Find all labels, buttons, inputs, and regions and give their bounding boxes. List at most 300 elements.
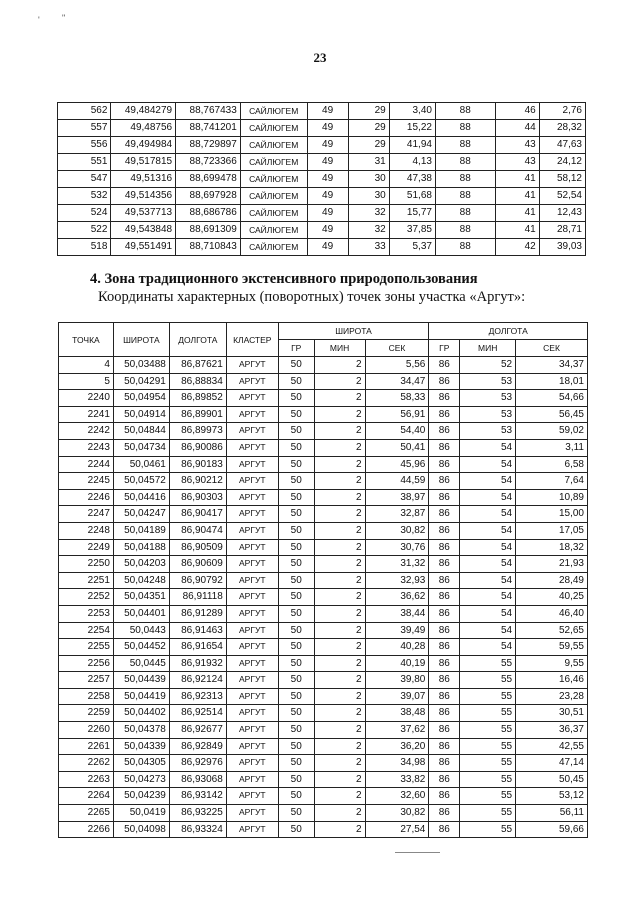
point-cell: 2259 <box>59 705 114 722</box>
table-row <box>58 239 586 256</box>
longitude-cell: 86,93225 <box>169 805 226 822</box>
lat-deg-cell: 50 <box>278 771 314 788</box>
latitude-cell: 50,04734 <box>113 439 169 456</box>
lat-min-cell: 2 <box>314 705 365 722</box>
lat-deg-cell: 49 <box>307 137 348 154</box>
longitude-cell: 86,93324 <box>169 821 226 838</box>
cluster-cell: АРГУТ <box>226 639 278 656</box>
point-cell: 562 <box>58 103 111 120</box>
latitude-cell: 50,04305 <box>113 755 169 772</box>
lon-deg-cell: 86 <box>429 373 460 390</box>
cluster-cell: АРГУТ <box>226 805 278 822</box>
longitude-cell: 86,91932 <box>169 655 226 672</box>
lat-sec-cell: 5,56 <box>365 357 429 374</box>
cluster-cell: АРГУТ <box>226 406 278 423</box>
table-row <box>59 522 588 539</box>
lon-sec-cell: 10,89 <box>516 489 588 506</box>
lat-deg-cell: 50 <box>278 506 314 523</box>
lon-min-cell: 46 <box>495 103 539 120</box>
longitude-cell: 86,90212 <box>169 473 226 490</box>
lon-sec-cell: 6,58 <box>516 456 588 473</box>
lat-deg-cell: 50 <box>278 357 314 374</box>
section-heading: 4. Зона традиционного экстенсивного природопользования <box>90 271 478 287</box>
longitude-cell: 86,88834 <box>169 373 226 390</box>
longitude-cell: 86,87621 <box>169 357 226 374</box>
lat-sec-cell: 31,32 <box>365 556 429 573</box>
longitude-cell: 86,92124 <box>169 672 226 689</box>
table-row <box>59 738 588 755</box>
lon-min-cell: 55 <box>460 771 516 788</box>
latitude-cell: 49,537713 <box>111 205 176 222</box>
point-cell: 2256 <box>59 655 114 672</box>
lat-deg-cell: 50 <box>278 805 314 822</box>
table-row <box>59 373 588 390</box>
table-row <box>59 639 588 656</box>
point-cell: 2246 <box>59 489 114 506</box>
lon-min-cell: 55 <box>460 655 516 672</box>
latitude-cell: 50,04439 <box>113 672 169 689</box>
table-row <box>58 205 586 222</box>
latitude-cell: 49,517815 <box>111 154 176 171</box>
point-cell: 2248 <box>59 522 114 539</box>
lat-min-cell: 2 <box>314 539 365 556</box>
lon-deg-cell: 86 <box>429 473 460 490</box>
cluster-cell: АРГУТ <box>226 688 278 705</box>
lon-min-cell: 54 <box>460 473 516 490</box>
page-number: 23 <box>313 50 327 65</box>
lat-min-cell: 2 <box>314 821 365 838</box>
header-cluster: КЛАСТЕР <box>226 323 278 357</box>
lat-deg-cell: 50 <box>278 556 314 573</box>
lon-min-cell: 55 <box>460 821 516 838</box>
latitude-cell: 50,04572 <box>113 473 169 490</box>
lat-sec-cell: 38,48 <box>365 705 429 722</box>
lon-deg-cell: 86 <box>429 439 460 456</box>
latitude-cell: 50,04203 <box>113 556 169 573</box>
lat-deg-cell: 50 <box>278 622 314 639</box>
lon-deg-cell: 88 <box>435 188 495 205</box>
cluster-cell: АРГУТ <box>226 357 278 374</box>
latitude-cell: 50,04914 <box>113 406 169 423</box>
lon-sec-cell: 2,76 <box>539 103 585 120</box>
latitude-cell: 50,04416 <box>113 489 169 506</box>
lat-deg-cell: 49 <box>307 222 348 239</box>
table-row <box>58 103 586 120</box>
lat-deg-cell: 49 <box>307 120 348 137</box>
table-row <box>59 556 588 573</box>
longitude-cell: 86,93142 <box>169 788 226 805</box>
latitude-cell: 49,543848 <box>111 222 176 239</box>
latitude-cell: 50,04248 <box>113 572 169 589</box>
header-latitude: ШИРОТА <box>113 323 169 357</box>
lat-deg-cell: 50 <box>278 705 314 722</box>
lat-deg-cell: 50 <box>278 572 314 589</box>
lat-min-cell: 2 <box>314 556 365 573</box>
lat-deg-cell: 50 <box>278 456 314 473</box>
lon-min-cell: 44 <box>495 120 539 137</box>
lat-min-cell: 2 <box>314 423 365 440</box>
section-subheading: Координаты характерных (поворотных) точек зоны участка «Аргут»: <box>98 289 526 305</box>
longitude-cell: 88,697928 <box>176 188 241 205</box>
lon-min-cell: 42 <box>495 239 539 256</box>
lon-min-cell: 55 <box>460 805 516 822</box>
lat-sec-cell: 40,28 <box>365 639 429 656</box>
lon-sec-cell: 15,00 <box>516 506 588 523</box>
latitude-cell: 50,04291 <box>113 373 169 390</box>
lat-min-cell: 2 <box>314 639 365 656</box>
lat-min-cell: 2 <box>314 390 365 407</box>
lon-min-cell: 55 <box>460 722 516 739</box>
lon-deg-cell: 86 <box>429 406 460 423</box>
lat-deg-cell: 50 <box>278 489 314 506</box>
point-cell: 2257 <box>59 672 114 689</box>
lon-min-cell: 53 <box>460 406 516 423</box>
lon-sec-cell: 17,05 <box>516 522 588 539</box>
cluster-cell: АРГУТ <box>226 423 278 440</box>
lon-sec-cell: 34,37 <box>516 357 588 374</box>
latitude-cell: 50,04098 <box>113 821 169 838</box>
lon-min-cell: 55 <box>460 755 516 772</box>
lon-min-cell: 55 <box>460 688 516 705</box>
lat-sec-cell: 34,47 <box>365 373 429 390</box>
point-cell: 556 <box>58 137 111 154</box>
cluster-cell: АРГУТ <box>226 390 278 407</box>
lat-sec-cell: 15,22 <box>389 120 435 137</box>
cluster-cell: САЙЛЮГЕМ <box>240 188 307 205</box>
table-row <box>59 805 588 822</box>
cluster-cell: АРГУТ <box>226 439 278 456</box>
table-row <box>59 771 588 788</box>
cluster-cell: САЙЛЮГЕМ <box>240 239 307 256</box>
lat-min-cell: 32 <box>348 205 389 222</box>
lat-sec-cell: 51,68 <box>389 188 435 205</box>
cluster-cell: АРГУТ <box>226 506 278 523</box>
lat-min-cell: 2 <box>314 357 365 374</box>
lon-sec-cell: 52,65 <box>516 622 588 639</box>
lon-deg-cell: 86 <box>429 357 460 374</box>
lon-sec-cell: 23,28 <box>516 688 588 705</box>
lat-min-cell: 2 <box>314 722 365 739</box>
lat-sec-cell: 4,13 <box>389 154 435 171</box>
lat-sec-cell: 5,37 <box>389 239 435 256</box>
latitude-cell: 50,0419 <box>113 805 169 822</box>
point-cell: 532 <box>58 188 111 205</box>
lon-deg-cell: 86 <box>429 589 460 606</box>
lon-deg-cell: 86 <box>429 539 460 556</box>
cluster-cell: АРГУТ <box>226 705 278 722</box>
lon-deg-cell: 88 <box>435 239 495 256</box>
point-cell: 4 <box>59 357 114 374</box>
point-cell: 2263 <box>59 771 114 788</box>
cluster-cell: АРГУТ <box>226 622 278 639</box>
lon-deg-cell: 86 <box>429 605 460 622</box>
header-latitude-group: ШИРОТА <box>278 323 429 340</box>
point-cell: 524 <box>58 205 111 222</box>
lat-sec-cell: 56,91 <box>365 406 429 423</box>
lat-deg-cell: 50 <box>278 390 314 407</box>
cluster-cell: АРГУТ <box>226 788 278 805</box>
lat-sec-cell: 30,82 <box>365 805 429 822</box>
cluster-cell: САЙЛЮГЕМ <box>240 222 307 239</box>
lon-deg-cell: 86 <box>429 672 460 689</box>
cluster-cell: АРГУТ <box>226 589 278 606</box>
lon-deg-cell: 86 <box>429 722 460 739</box>
cluster-cell: САЙЛЮГЕМ <box>240 137 307 154</box>
lon-deg-cell: 88 <box>435 171 495 188</box>
point-cell: 2255 <box>59 639 114 656</box>
longitude-cell: 86,89973 <box>169 423 226 440</box>
lat-min-cell: 32 <box>348 222 389 239</box>
table-row <box>59 788 588 805</box>
lon-min-cell: 43 <box>495 137 539 154</box>
lat-deg-cell: 49 <box>307 205 348 222</box>
lon-deg-cell: 88 <box>435 120 495 137</box>
lon-min-cell: 55 <box>460 705 516 722</box>
lat-deg-cell: 49 <box>307 154 348 171</box>
table-row <box>59 423 588 440</box>
lat-deg-cell: 50 <box>278 738 314 755</box>
cluster-cell: АРГУТ <box>226 522 278 539</box>
lon-deg-cell: 88 <box>435 205 495 222</box>
lat-min-cell: 2 <box>314 655 365 672</box>
lat-deg-cell: 50 <box>278 605 314 622</box>
lat-min-cell: 2 <box>314 506 365 523</box>
lat-sec-cell: 30,82 <box>365 522 429 539</box>
lat-sec-cell: 39,07 <box>365 688 429 705</box>
lat-min-cell: 2 <box>314 439 365 456</box>
lon-sec-cell: 59,02 <box>516 423 588 440</box>
lat-min-cell: 29 <box>348 137 389 154</box>
longitude-cell: 86,90303 <box>169 489 226 506</box>
longitude-cell: 86,92849 <box>169 738 226 755</box>
point-cell: 2262 <box>59 755 114 772</box>
longitude-cell: 86,90417 <box>169 506 226 523</box>
latitude-cell: 50,04844 <box>113 423 169 440</box>
point-cell: 2245 <box>59 473 114 490</box>
lon-sec-cell: 42,55 <box>516 738 588 755</box>
lat-deg-cell: 50 <box>278 639 314 656</box>
latitude-cell: 50,0445 <box>113 655 169 672</box>
lon-min-cell: 52 <box>460 357 516 374</box>
point-cell: 2250 <box>59 556 114 573</box>
lat-min-cell: 30 <box>348 188 389 205</box>
lat-sec-cell: 27,54 <box>365 821 429 838</box>
longitude-cell: 86,90474 <box>169 522 226 539</box>
lon-sec-cell: 28,49 <box>516 572 588 589</box>
point-cell: 2244 <box>59 456 114 473</box>
table-row <box>58 188 586 205</box>
coordinates-table-continued <box>57 102 586 256</box>
cluster-cell: АРГУТ <box>226 771 278 788</box>
lat-sec-cell: 37,85 <box>389 222 435 239</box>
lon-sec-cell: 53,12 <box>516 788 588 805</box>
point-cell: 2265 <box>59 805 114 822</box>
point-cell: 2258 <box>59 688 114 705</box>
lat-sec-cell: 54,40 <box>365 423 429 440</box>
lat-sec-cell: 36,62 <box>365 589 429 606</box>
lon-sec-cell: 54,66 <box>516 390 588 407</box>
lon-min-cell: 53 <box>460 373 516 390</box>
lon-sec-cell: 46,40 <box>516 605 588 622</box>
table-row <box>59 439 588 456</box>
point-cell: 557 <box>58 120 111 137</box>
latitude-cell: 49,48756 <box>111 120 176 137</box>
lon-deg-cell: 86 <box>429 506 460 523</box>
latitude-cell: 50,04273 <box>113 771 169 788</box>
table-row <box>59 722 588 739</box>
table-row <box>59 473 588 490</box>
lon-sec-cell: 7,64 <box>516 473 588 490</box>
point-cell: 2243 <box>59 439 114 456</box>
lon-sec-cell: 50,45 <box>516 771 588 788</box>
point-cell: 2242 <box>59 423 114 440</box>
lon-min-cell: 55 <box>460 788 516 805</box>
table-row <box>58 222 586 239</box>
lat-deg-cell: 50 <box>278 539 314 556</box>
cluster-cell: АРГУТ <box>226 373 278 390</box>
lat-sec-cell: 45,96 <box>365 456 429 473</box>
lon-min-cell: 53 <box>460 423 516 440</box>
cluster-cell: АРГУТ <box>226 572 278 589</box>
point-cell: 2240 <box>59 390 114 407</box>
point-cell: 2254 <box>59 622 114 639</box>
lat-deg-cell: 50 <box>278 473 314 490</box>
latitude-cell: 50,04402 <box>113 705 169 722</box>
longitude-cell: 86,91289 <box>169 605 226 622</box>
header-lat-min: МИН <box>314 340 365 357</box>
cluster-cell: АРГУТ <box>226 821 278 838</box>
latitude-cell: 50,04339 <box>113 738 169 755</box>
latitude-cell: 50,0461 <box>113 456 169 473</box>
longitude-cell: 86,90609 <box>169 556 226 573</box>
lat-min-cell: 2 <box>314 473 365 490</box>
lon-sec-cell: 52,54 <box>539 188 585 205</box>
lat-min-cell: 2 <box>314 572 365 589</box>
lat-min-cell: 2 <box>314 373 365 390</box>
latitude-cell: 50,04351 <box>113 589 169 606</box>
point-cell: 2252 <box>59 589 114 606</box>
lat-min-cell: 2 <box>314 672 365 689</box>
lat-deg-cell: 50 <box>278 423 314 440</box>
lat-min-cell: 2 <box>314 688 365 705</box>
cluster-cell: САЙЛЮГЕМ <box>240 205 307 222</box>
point-cell: 2251 <box>59 572 114 589</box>
longitude-cell: 88,691309 <box>176 222 241 239</box>
lon-deg-cell: 86 <box>429 688 460 705</box>
lon-min-cell: 54 <box>460 539 516 556</box>
lon-sec-cell: 56,11 <box>516 805 588 822</box>
lat-sec-cell: 44,59 <box>365 473 429 490</box>
lat-deg-cell: 50 <box>278 439 314 456</box>
lon-min-cell: 55 <box>460 738 516 755</box>
latitude-cell: 50,04401 <box>113 605 169 622</box>
lon-min-cell: 54 <box>460 639 516 656</box>
lat-deg-cell: 50 <box>278 688 314 705</box>
lon-min-cell: 43 <box>495 154 539 171</box>
lon-min-cell: 54 <box>460 589 516 606</box>
point-cell: 2247 <box>59 506 114 523</box>
lon-sec-cell: 58,12 <box>539 171 585 188</box>
cluster-cell: АРГУТ <box>226 473 278 490</box>
lon-sec-cell: 16,46 <box>516 672 588 689</box>
table-row <box>59 456 588 473</box>
header-longitude-group: ДОЛГОТА <box>429 323 588 340</box>
lon-sec-cell: 47,63 <box>539 137 585 154</box>
longitude-cell: 88,767433 <box>176 103 241 120</box>
latitude-cell: 50,03488 <box>113 357 169 374</box>
lat-deg-cell: 49 <box>307 103 348 120</box>
table-row <box>59 821 588 838</box>
lat-sec-cell: 32,60 <box>365 788 429 805</box>
longitude-cell: 88,699478 <box>176 171 241 188</box>
cluster-cell: АРГУТ <box>226 605 278 622</box>
lon-sec-cell: 28,71 <box>539 222 585 239</box>
longitude-cell: 88,729897 <box>176 137 241 154</box>
lon-sec-cell: 30,51 <box>516 705 588 722</box>
longitude-cell: 88,710843 <box>176 239 241 256</box>
lon-deg-cell: 88 <box>435 137 495 154</box>
lon-sec-cell: 18,01 <box>516 373 588 390</box>
longitude-cell: 86,90086 <box>169 439 226 456</box>
lon-min-cell: 41 <box>495 205 539 222</box>
longitude-cell: 86,92514 <box>169 705 226 722</box>
point-cell: 5 <box>59 373 114 390</box>
lon-deg-cell: 86 <box>429 489 460 506</box>
lat-min-cell: 2 <box>314 489 365 506</box>
cluster-cell: АРГУТ <box>226 672 278 689</box>
table-row <box>59 655 588 672</box>
longitude-cell: 86,89852 <box>169 390 226 407</box>
lon-min-cell: 41 <box>495 171 539 188</box>
lat-deg-cell: 50 <box>278 522 314 539</box>
lat-min-cell: 29 <box>348 120 389 137</box>
longitude-cell: 86,91463 <box>169 622 226 639</box>
lon-deg-cell: 86 <box>429 639 460 656</box>
point-cell: 2241 <box>59 406 114 423</box>
point-cell: 522 <box>58 222 111 239</box>
lon-deg-cell: 88 <box>435 154 495 171</box>
point-cell: 547 <box>58 171 111 188</box>
divider <box>395 852 440 853</box>
longitude-cell: 86,92677 <box>169 722 226 739</box>
lat-sec-cell: 50,41 <box>365 439 429 456</box>
lat-sec-cell: 38,97 <box>365 489 429 506</box>
header-lat-sec: СЕК <box>365 340 429 357</box>
lon-min-cell: 41 <box>495 188 539 205</box>
lat-min-cell: 2 <box>314 738 365 755</box>
longitude-cell: 86,92313 <box>169 688 226 705</box>
lat-sec-cell: 39,80 <box>365 672 429 689</box>
longitude-cell: 86,91654 <box>169 639 226 656</box>
lon-sec-cell: 3,11 <box>516 439 588 456</box>
latitude-cell: 50,04247 <box>113 506 169 523</box>
lon-deg-cell: 86 <box>429 423 460 440</box>
lon-min-cell: 54 <box>460 506 516 523</box>
table-row <box>59 755 588 772</box>
lon-sec-cell: 21,93 <box>516 556 588 573</box>
header-lon-sec: СЕК <box>516 340 588 357</box>
lat-sec-cell: 47,38 <box>389 171 435 188</box>
table-row <box>59 406 588 423</box>
lat-sec-cell: 33,82 <box>365 771 429 788</box>
cluster-cell: САЙЛЮГЕМ <box>240 154 307 171</box>
argut-coordinates-table <box>58 322 588 838</box>
lon-min-cell: 54 <box>460 456 516 473</box>
lon-sec-cell: 40,25 <box>516 589 588 606</box>
lon-sec-cell: 36,37 <box>516 722 588 739</box>
lon-deg-cell: 86 <box>429 522 460 539</box>
lat-sec-cell: 34,98 <box>365 755 429 772</box>
